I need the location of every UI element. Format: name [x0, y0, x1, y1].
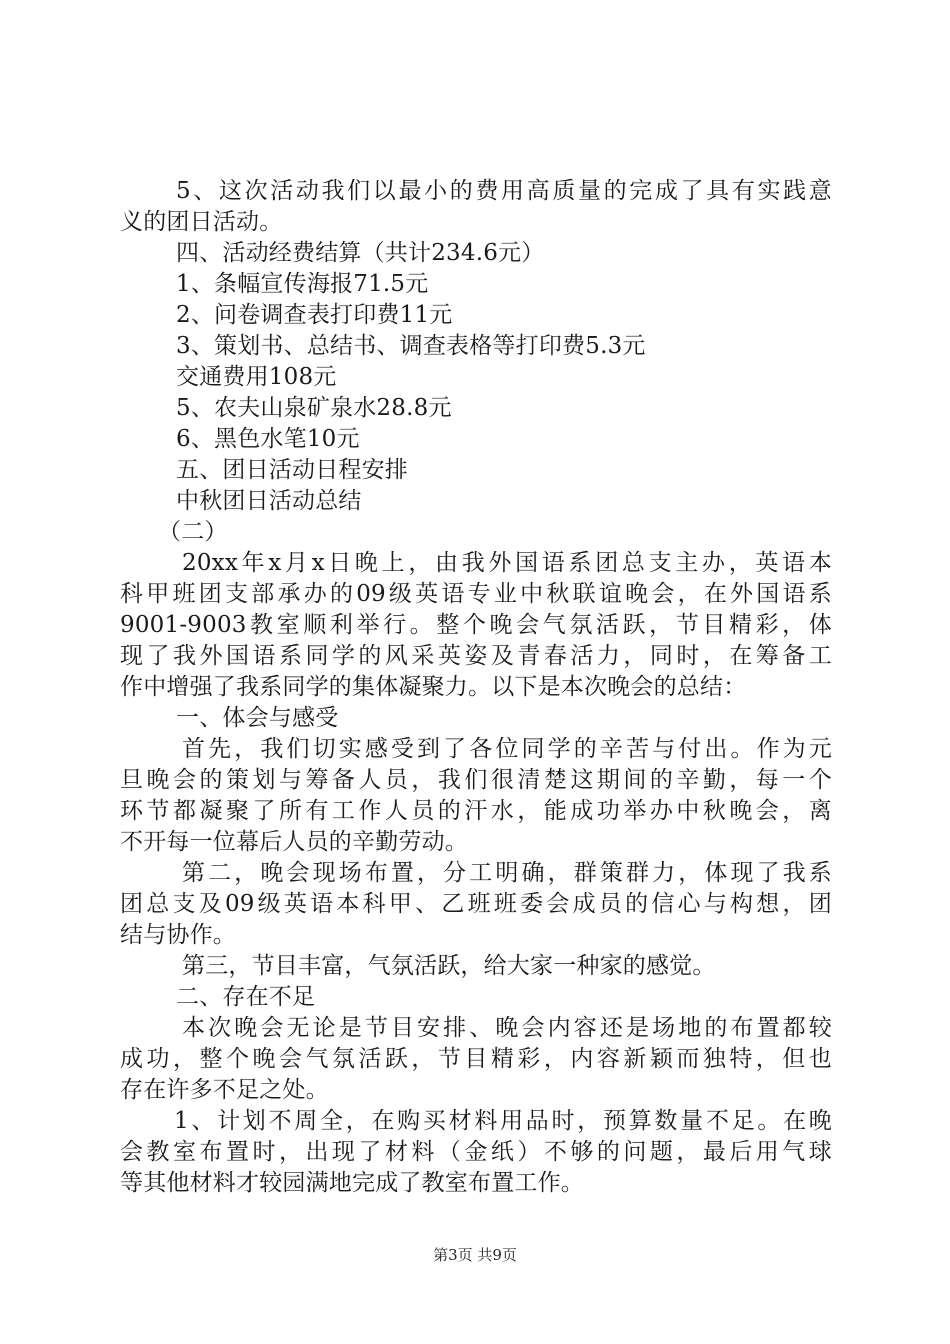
list-item: 3、策划书、总结书、调查表格等打印费5.3元 [176, 333, 646, 359]
paragraph-line: 等其他材料才较园满地完成了教室布置工作。 [120, 1170, 584, 1196]
paragraph-line: 第三，节目丰富，气氛活跃，给大家一种家的感觉。 [182, 953, 716, 979]
section-heading: 一、体会与感受 [176, 705, 339, 731]
paragraph-line: 9001-9003教室顺利举行。整个晚会气氛活跃，节目精彩，体 [120, 612, 832, 638]
paragraph-line: 环节都凝聚了所有工作人员的汗水，能成功举办中秋晚会，离 [120, 798, 832, 824]
paragraph-line: 作中增强了我系同学的集体凝聚力。以下是本次晚会的总结： [120, 674, 747, 700]
section-heading: 二、存在不足 [176, 984, 316, 1010]
paragraph-line: 本次晚会无论是节目安排、晚会内容还是场地的布置都较 [182, 1015, 832, 1041]
page-number-footer: 第3页 共9页 [433, 1246, 517, 1264]
document-title: 中秋团日活动总结 [176, 488, 362, 514]
paragraph-line: 团总支及09级英语本科甲、乙班班委会成员的信心与构想，团 [120, 891, 832, 917]
paragraph-line: 第二，晚会现场布置，分工明确，群策群力，体现了我系 [182, 860, 832, 886]
list-item: 2、问卷调查表打印费11元 [176, 302, 453, 328]
paragraph-line: 会教室布置时，出现了材料（金纸）不够的问题，最后用气球 [120, 1139, 832, 1165]
paragraph-line: 义的团日活动。 [120, 209, 283, 235]
paragraph-line: 成功，整个晚会气氛活跃，节目精彩，内容新颖而独特，但也 [120, 1046, 832, 1072]
paragraph-line: 存在许多不足之处。 [120, 1077, 329, 1103]
section-heading: 四、活动经费结算（共计234.6元） [176, 240, 545, 266]
paragraph-line: 结与协作。 [120, 922, 236, 948]
paragraph-line: 20xx年x月x日晚上，由我外国语系团总支主办，英语本 [182, 550, 832, 576]
list-item: 1、条幅宣传海报71.5元 [176, 271, 429, 297]
paragraph-line: 首先，我们切实感受到了各位同学的辛苦与付出。作为元 [182, 736, 832, 762]
section-heading: 五、团日活动日程安排 [176, 457, 408, 483]
subtitle: （二） [158, 519, 228, 545]
list-item: 交通费用108元 [176, 364, 337, 390]
paragraph-line: 5、这次活动我们以最小的费用高质量的完成了具有实践意 [176, 178, 832, 204]
document-body [120, 176, 832, 1199]
list-item: 6、黑色水笔10元 [176, 426, 360, 452]
list-item: 5、农夫山泉矿泉水28.8元 [176, 395, 452, 421]
paragraph-line: 旦晚会的策划与筹备人员，我们很清楚这期间的辛勤，每一个 [120, 767, 832, 793]
paragraph-line: 不开每一位幕后人员的辛勤劳动。 [120, 829, 468, 855]
paragraph-line: 1、计划不周全，在购买材料用品时，预算数量不足。在晚 [174, 1108, 832, 1134]
paragraph-line: 现了我外国语系同学的风采英姿及青春活力，同时，在筹备工 [120, 643, 832, 669]
paragraph-line: 科甲班团支部承办的09级英语专业中秋联谊晚会，在外国语系 [120, 581, 832, 607]
